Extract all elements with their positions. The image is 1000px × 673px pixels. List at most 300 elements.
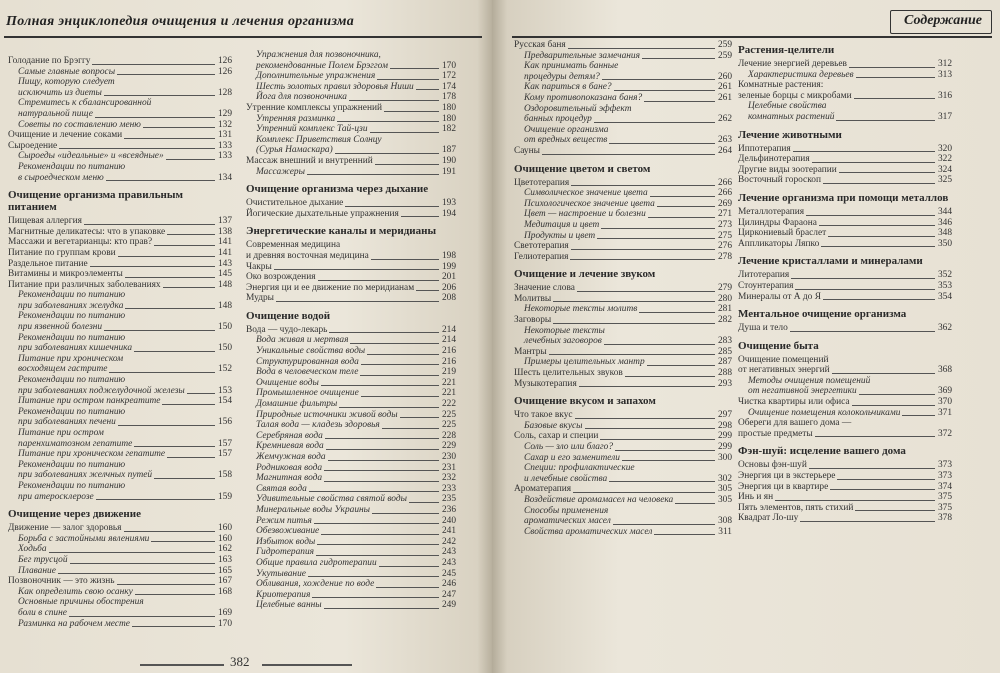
entry-page: 174: [441, 81, 456, 92]
entry-title: Энергия ци в квартире: [738, 481, 829, 492]
entry-title: Рекомендации по питанию: [18, 480, 126, 491]
entry-page: 141: [217, 237, 232, 248]
leader-line: [791, 278, 935, 279]
entry-title: Гелиотерапия: [514, 251, 569, 262]
toc-entry: [738, 228, 952, 239]
toc-entry: [514, 431, 732, 442]
entry-title: Лечение энергией деревьев: [738, 59, 847, 69]
entry-title: Как париться в бане?: [524, 82, 612, 93]
toc-entry: [738, 429, 952, 440]
entry-page: 156: [217, 417, 232, 428]
entry-title: Массаж внешний и внутренний: [246, 155, 373, 166]
entry-title: Массажеры: [256, 166, 305, 177]
entry-page: 369: [937, 386, 952, 397]
leader-line: [350, 343, 439, 344]
leader-line: [573, 492, 715, 493]
entry-page: 375: [937, 502, 952, 513]
toc-entry: [8, 608, 232, 619]
entry-page: 162: [217, 544, 232, 555]
toc-entry: [246, 441, 456, 452]
entry-title: при заболеваниях желудка: [18, 300, 124, 311]
toc-entry: [8, 407, 232, 418]
section-heading: Очищение вкусом и запахом: [514, 395, 656, 408]
toc-entry: [8, 587, 232, 598]
leader-line: [324, 470, 439, 471]
entry-title: Пять элементов, пять стихий: [738, 502, 854, 513]
toc-entry: [8, 130, 232, 141]
toc-entry: [8, 523, 232, 534]
entry-page: 372: [937, 428, 952, 439]
entry-page: 241: [441, 526, 456, 537]
toc-entry: [8, 439, 232, 450]
toc-entry: [8, 428, 232, 439]
entry-page: 322: [937, 154, 952, 165]
toc-entry: [8, 301, 232, 312]
toc-entry: [738, 355, 952, 366]
toc-entry: [514, 104, 732, 115]
entry-page: 240: [441, 515, 456, 526]
toc-entry: [514, 40, 732, 51]
leader-line: [154, 245, 215, 246]
leader-line: [823, 183, 935, 184]
entry-page: 214: [441, 335, 456, 346]
toc-entry: [246, 452, 456, 463]
leader-line: [568, 48, 715, 49]
toc-entry: [246, 558, 456, 569]
toc-entry: [738, 376, 952, 387]
entry-title: Питание при хроническом: [18, 353, 124, 364]
entry-title: Рекомендации по питанию: [18, 290, 126, 301]
toc-entry: [514, 347, 732, 358]
leader-line: [614, 90, 715, 91]
leader-line: [849, 67, 935, 68]
entry-title: Магнитные деликатесы: что в упаковке: [8, 226, 166, 237]
leader-line: [58, 573, 215, 574]
entry-title: Бег трусцой: [18, 554, 68, 565]
entry-page: 316: [937, 90, 952, 101]
entry-title: Разминка на рабочем месте: [18, 618, 130, 629]
entry-page: 214: [441, 324, 456, 335]
toc-entry: [246, 92, 456, 103]
entry-page: 312: [937, 59, 952, 69]
entry-title: Промышленное очищение: [256, 388, 359, 399]
entry-title: при язвенной болезни: [18, 322, 103, 333]
entry-title: зеленые борцы с микробами: [738, 90, 852, 101]
section-heading: Очищение быта: [738, 339, 819, 352]
entry-page: 299: [717, 431, 732, 442]
section-heading: Очищение водой: [246, 309, 331, 322]
entry-title: Очищение воды: [256, 377, 319, 388]
entry-title: Психологическое значение цвета: [524, 198, 655, 209]
entry-title: Питание при остром панкреатите: [18, 396, 161, 407]
entry-title: при заболеваниях печени: [18, 417, 116, 428]
entry-title: при заболеваниях кишечника: [18, 343, 133, 354]
leader-line: [187, 393, 215, 394]
toc-entry: [514, 368, 732, 379]
entry-page: 371: [937, 407, 952, 418]
entry-page: 134: [217, 172, 232, 183]
entry-title: Продукты и цвет: [524, 230, 596, 241]
entry-title: Раздельное питание: [8, 258, 88, 269]
entry-title: Голодание по Брэггу: [8, 56, 91, 66]
entry-page: 131: [217, 130, 232, 141]
entry-title: Обереги для вашего дома —: [738, 418, 852, 429]
entry-title: от вредных веществ: [524, 135, 608, 146]
leader-line: [109, 372, 215, 373]
toc-entry: [8, 77, 232, 88]
leader-line: [855, 510, 935, 511]
toc-entry: [514, 146, 732, 157]
entry-title: Сыроеды «идеальные» и «всеядные»: [18, 151, 164, 162]
toc-entry: [8, 534, 232, 545]
toc-entry: [8, 470, 232, 481]
entry-page: 222: [441, 399, 456, 410]
toc-entry: [246, 114, 456, 125]
leader-line: [575, 418, 715, 419]
entry-page: 259: [717, 50, 732, 61]
leader-line: [585, 428, 716, 429]
entry-page: 243: [441, 547, 456, 558]
entry-title: Примеры целительных мантр: [524, 357, 645, 368]
entry-title: Свойства ароматических масел: [524, 526, 653, 537]
entry-page: 344: [937, 206, 952, 217]
toc-entry: [514, 72, 732, 83]
leader-line: [276, 301, 439, 302]
leader-line: [597, 238, 715, 239]
leader-line: [132, 626, 215, 627]
entry-page: 273: [717, 219, 732, 230]
leader-line: [647, 365, 715, 366]
entry-page: 235: [441, 494, 456, 505]
leader-line: [314, 523, 439, 524]
toc-entry: [246, 484, 456, 495]
entry-title: Жемчужная вода: [256, 452, 326, 462]
entry-title: Очищение помещения колокольчиками: [748, 407, 901, 418]
toc-entry: [738, 471, 952, 482]
entry-title: Очищение организма: [524, 124, 609, 135]
leader-line: [321, 385, 439, 386]
entry-title: Оздоровительный эффект: [524, 103, 632, 114]
leader-line: [639, 312, 715, 313]
toc-entry: [246, 135, 456, 146]
toc-entry: [8, 269, 232, 280]
entry-title: Утренняя разминка: [256, 113, 336, 124]
leader-line: [167, 234, 215, 235]
entry-page: 302: [717, 473, 732, 484]
leader-line: [379, 566, 439, 567]
toc-entry: [246, 124, 456, 135]
leader-line: [360, 375, 439, 376]
entry-page: 354: [937, 291, 952, 302]
leader-line: [59, 148, 215, 149]
leader-line: [602, 79, 715, 80]
entry-title: Способы применения: [524, 505, 609, 516]
entry-title: Минералы от А до Я: [738, 291, 821, 302]
leader-line: [361, 396, 439, 397]
footer-rule-left: [140, 664, 224, 666]
entry-title: ароматических масел: [524, 516, 611, 527]
leader-line: [134, 351, 215, 352]
entry-title: Стремитесь к сбалансированной: [18, 98, 152, 109]
entry-title: Вода — чудо-лекарь: [246, 324, 328, 335]
leader-line: [307, 174, 439, 175]
entry-page: 225: [441, 420, 456, 431]
leader-line: [819, 225, 935, 226]
entry-title: Соль — зло или благо?: [524, 442, 614, 452]
entry-page: 262: [717, 114, 732, 125]
entry-page: 297: [717, 410, 732, 421]
entry-page: 266: [717, 188, 732, 199]
entry-title: Йога для позвоночника: [256, 92, 347, 103]
entry-page: 299: [717, 442, 732, 452]
entry-title: Сахар и его заменители: [524, 452, 620, 463]
entry-page: 261: [717, 92, 732, 103]
toc-entry: [8, 311, 232, 322]
entry-page: 320: [937, 143, 952, 154]
entry-title: Циркониевый браслет: [738, 228, 827, 239]
entry-title: исключить из диеты: [18, 87, 102, 98]
entry-title: Квадрат Ло-шу: [738, 513, 799, 524]
entry-title: Литотерапия: [738, 270, 790, 281]
toc-entry: [8, 566, 232, 577]
leader-line: [106, 180, 215, 181]
entry-title: Методы очищения помещений: [748, 375, 871, 386]
entry-page: 325: [937, 175, 952, 186]
leader-line: [308, 576, 439, 577]
toc-entry: [514, 506, 732, 517]
toc-entry: [514, 283, 732, 294]
toc-entry: [246, 537, 456, 548]
entry-title: Инь и ян: [738, 492, 774, 503]
entry-page: 154: [217, 396, 232, 407]
entry-page: 246: [441, 579, 456, 590]
entry-title: от негативной энергетики: [748, 386, 857, 397]
toc-entry: [514, 495, 732, 506]
toc-entry: [246, 293, 456, 304]
toc-entry: [738, 513, 952, 524]
entry-page: 126: [217, 66, 232, 77]
entry-title: Соль, сахар и специи: [514, 431, 599, 442]
leader-line: [823, 299, 935, 300]
entry-page: 128: [217, 87, 232, 98]
toc-entry: [514, 357, 732, 368]
leader-line: [571, 249, 715, 250]
leader-line: [601, 228, 715, 229]
toc-entry: [8, 120, 232, 131]
toc-entry: [8, 597, 232, 608]
toc-entry: [738, 482, 952, 493]
leader-line: [571, 185, 715, 186]
toc-entry: [8, 576, 232, 587]
toc-entry: [738, 270, 952, 281]
section-heading: Фэн-шуй: исцеление вашего дома: [738, 445, 906, 458]
leader-line: [69, 616, 215, 617]
entry-title: Питание при остром: [18, 428, 104, 438]
entry-title: Домашние фильтры: [256, 399, 338, 410]
entry-page: 216: [441, 356, 456, 367]
toc-entry: [514, 231, 732, 242]
entry-title: Предварительные замечания: [524, 50, 640, 61]
toc-entry: [514, 61, 732, 72]
leader-line: [613, 524, 715, 525]
entry-title: Обезвоживание: [256, 526, 320, 537]
entry-page: 150: [217, 322, 232, 333]
entry-page: 172: [441, 71, 456, 82]
toc-entry: [738, 218, 952, 229]
leader-line: [329, 332, 439, 333]
section-heading: Очищение и лечение звуком: [514, 268, 656, 281]
leader-line: [96, 499, 215, 500]
entry-title: Чистка квартиры или офиса: [738, 397, 850, 408]
leader-line: [416, 290, 439, 291]
entry-title: Утренние комплексы упражнений: [246, 102, 383, 113]
entry-page: 216: [441, 346, 456, 357]
toc-entry: [8, 216, 232, 227]
toc-entry: [738, 101, 952, 112]
toc-entry: [246, 494, 456, 505]
toc-entry: [246, 346, 456, 357]
toc-entry: [514, 209, 732, 220]
leader-line: [345, 206, 439, 207]
leader-line: [375, 164, 439, 165]
leader-line: [134, 446, 215, 447]
toc-entry: [514, 220, 732, 231]
entry-title: Основные причины обострения: [18, 597, 144, 608]
entry-page: 148: [217, 300, 232, 311]
toc-entry: [246, 145, 456, 156]
leader-line: [553, 323, 715, 324]
toc-entry: [8, 386, 232, 397]
entry-title: Серебряная вода: [256, 430, 323, 441]
entry-page: 317: [937, 111, 952, 122]
toc-entry: [246, 526, 456, 537]
leader-line: [90, 266, 215, 267]
entry-title: Природные источники живой воды: [256, 409, 398, 420]
entry-title: Вода живая и мертвая: [256, 335, 349, 346]
entry-title: лечебных заговоров: [524, 336, 602, 347]
toc-entry: [246, 420, 456, 431]
entry-title: банных процедур: [524, 114, 592, 125]
toc-entry: [246, 600, 456, 611]
leader-line: [321, 534, 439, 535]
section-heading: Очищение через движение: [8, 508, 141, 521]
toc-entry: [246, 240, 456, 251]
entry-page: 233: [441, 483, 456, 494]
entry-title: Шесть золотых правил здоровья Ниши: [256, 81, 414, 92]
entry-title: в сыроедческом меню: [18, 172, 104, 183]
toc-entry: [8, 290, 232, 301]
entry-page: 129: [217, 108, 232, 119]
toc-entry: [514, 336, 732, 347]
right-page: [492, 0, 1000, 673]
leader-line: [400, 417, 439, 418]
entry-title: Пищу, которую следует: [18, 77, 115, 88]
entry-title: восходящем гастрите: [18, 364, 108, 375]
toc-entry: [738, 80, 952, 91]
leader-line: [775, 500, 935, 501]
entry-title: Базовые вкусы: [524, 420, 583, 431]
toc-entry: [514, 114, 732, 125]
toc-entry: [246, 103, 456, 114]
entry-title: Магнитная вода: [256, 473, 323, 484]
toc-entry: [8, 237, 232, 248]
leader-line: [376, 587, 439, 588]
toc-entry: [246, 431, 456, 442]
entry-title: Иппотерапия: [738, 143, 791, 154]
entry-title: Криотерапия: [256, 589, 311, 600]
entry-title: Металлотерапия: [738, 206, 805, 217]
entry-page: 311: [718, 526, 732, 537]
toc-entry: [246, 547, 456, 558]
toc-entry: [8, 375, 232, 386]
toc-entry: [738, 239, 952, 250]
leader-line: [370, 132, 439, 133]
entry-title: Аппликаторы Ляпко: [738, 238, 820, 249]
entry-title: Рекомендации по питанию: [18, 375, 126, 386]
leader-line: [416, 89, 439, 90]
entry-page: 152: [217, 364, 232, 375]
section-heading: Ментальное очищение организма: [738, 308, 907, 321]
toc-entry: [246, 473, 456, 484]
leader-line: [856, 77, 935, 78]
toc-entry: [246, 378, 456, 389]
entry-page: 352: [937, 270, 952, 281]
toc-entry: [8, 67, 232, 78]
entry-title: Питание при различных заболеваниях: [8, 279, 161, 290]
toc-entry: [738, 144, 952, 155]
toc-entry: [8, 98, 232, 109]
entry-title: Цилиндры Фараона: [738, 217, 817, 228]
left-page: [0, 0, 492, 673]
leader-line: [317, 544, 439, 545]
leader-line: [594, 122, 715, 123]
leader-line: [839, 172, 935, 173]
leader-line: [542, 154, 715, 155]
entry-page: 283: [717, 336, 732, 347]
toc-entry: [8, 259, 232, 270]
entry-title: Структурированная вода: [256, 356, 359, 367]
entry-page: 374: [937, 481, 952, 492]
entry-title: Витамины и микроэлементы: [8, 269, 123, 280]
entry-title: от негативных энергий: [738, 365, 830, 376]
entry-title: Молитвы: [514, 293, 552, 304]
entry-page: 362: [937, 323, 952, 334]
entry-title: Сауны: [514, 145, 540, 156]
toc-entry: [514, 241, 732, 252]
toc-entry: [738, 418, 952, 429]
toc-entry: [246, 325, 456, 336]
leader-line: [135, 594, 215, 595]
toc-entry: [8, 460, 232, 471]
entry-title: Очистительное дыхание: [246, 198, 344, 209]
entry-page: 346: [937, 217, 952, 228]
leader-line: [349, 100, 439, 101]
entry-title: паренхиматозном гепатите: [18, 438, 133, 449]
entry-page: 229: [441, 441, 456, 452]
toc-entry: [8, 492, 232, 503]
leader-line: [812, 162, 935, 163]
entry-title: Святая вода: [256, 483, 307, 494]
toc-entry: [8, 56, 232, 67]
entry-page: 373: [937, 471, 952, 482]
toc-entry: [246, 590, 456, 601]
toc-entry: [738, 281, 952, 292]
entry-page: 178: [441, 92, 456, 103]
entry-title: Как принимать банные: [524, 61, 619, 72]
entry-page: 266: [717, 177, 732, 188]
entry-title: Движение — залог здоровья: [8, 523, 122, 534]
entry-page: 260: [717, 71, 732, 82]
